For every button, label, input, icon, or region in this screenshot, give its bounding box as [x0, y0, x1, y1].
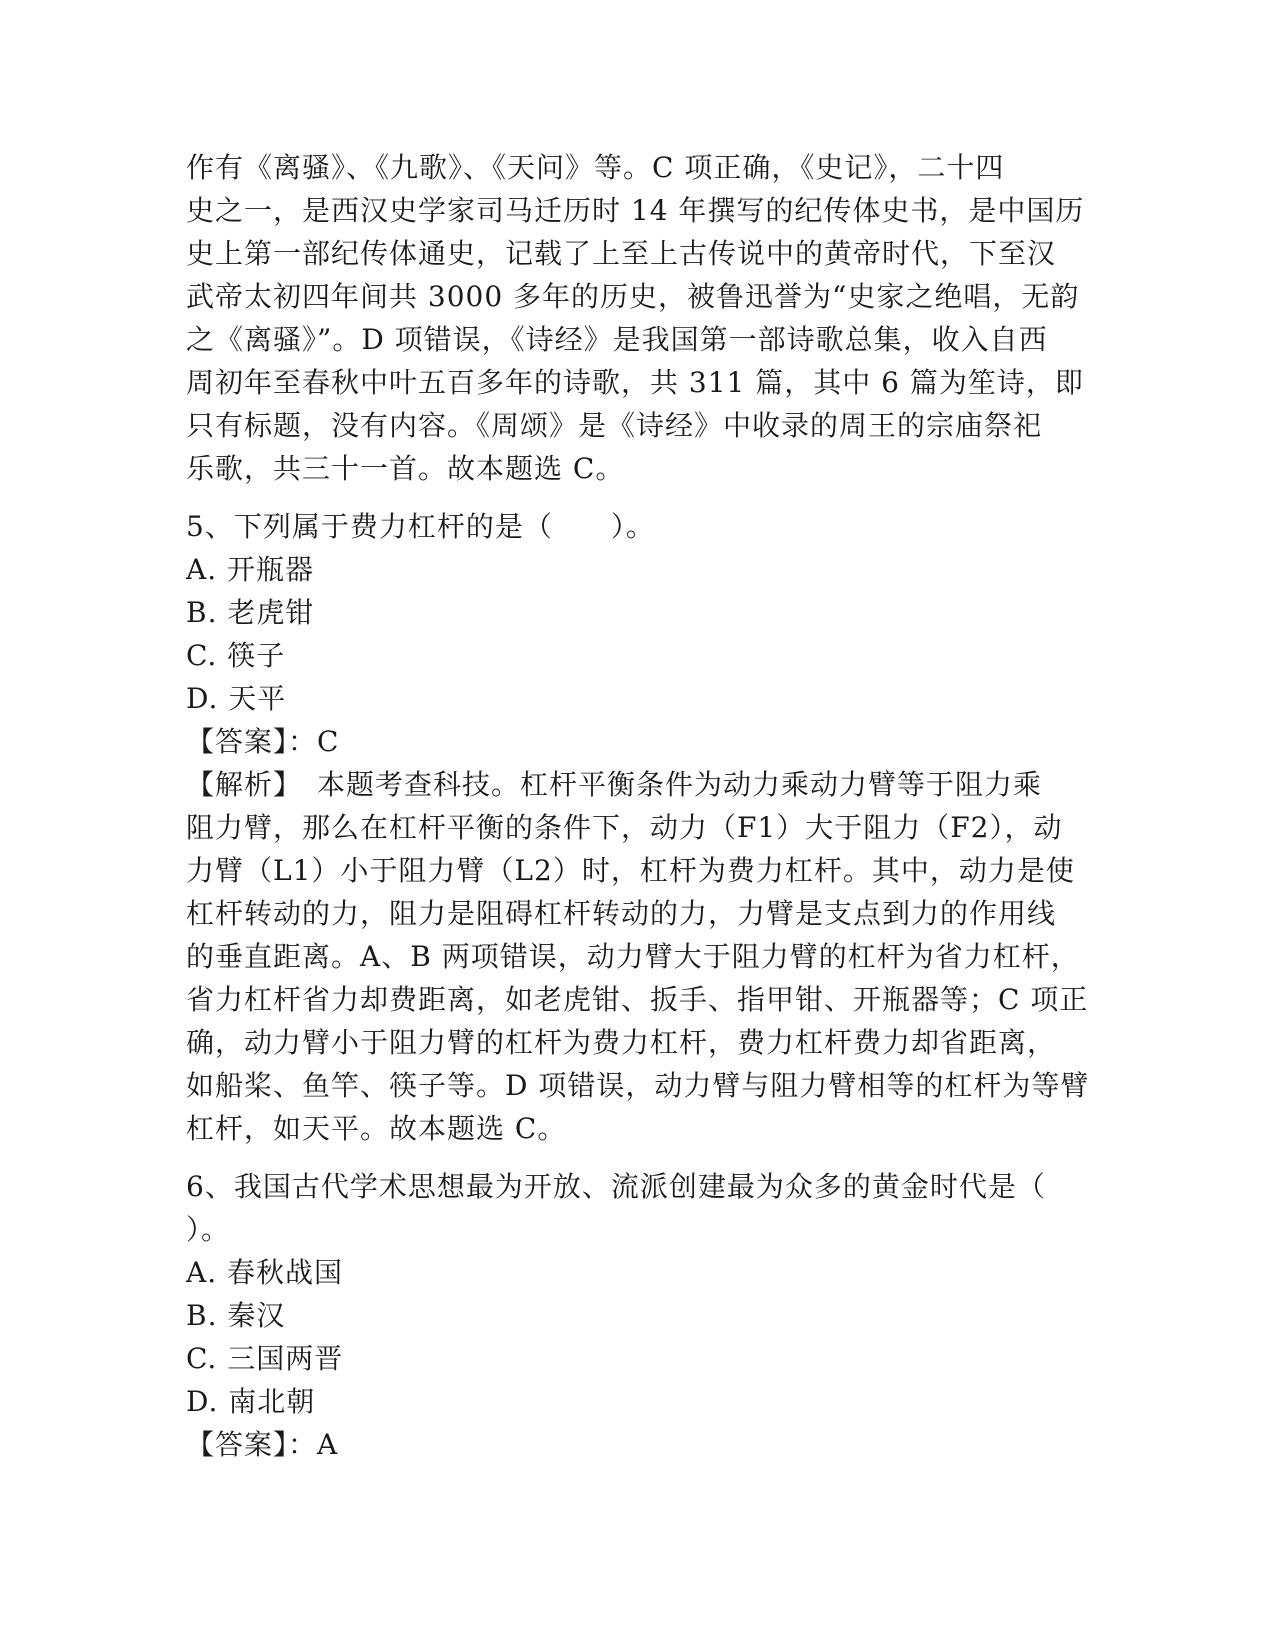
analysis-line: 杠杆，如天平。故本题选 C。: [186, 1112, 567, 1145]
option-c: C. 筷子: [186, 639, 286, 672]
option-c: C. 三国两晋: [186, 1342, 344, 1375]
option-a: A. 春秋战国: [186, 1256, 344, 1289]
text-line: 作有《离骚》、《九歌》、《天问》等。C 项正确，《史记》，二十四: [186, 151, 1005, 184]
paragraph-gap: [186, 1150, 1091, 1165]
document-page: [186, 146, 1091, 1466]
analysis-line: 如船桨、鱼竿、筷子等。D 项错误，动力臂与阻力臂相等的杠杆为等臂: [186, 1069, 1090, 1102]
analysis-line: 阻力臂，那么在杠杆平衡的条件下，动力（F1）大于阻力（F2），动: [186, 811, 1063, 844]
question-title: 5、下列属于费力杠杆的是（ ）。: [186, 510, 655, 543]
answer-line: 【答案】：C: [186, 725, 340, 758]
paragraph-gap: [186, 490, 1091, 505]
question-title-continued: ）。: [186, 1213, 231, 1246]
question-6: [186, 1165, 1091, 1466]
analysis-line: 确，动力臂小于阻力臂的杠杆为费力杠杆，费力杠杆费力却省距离，: [186, 1026, 1057, 1059]
text-line: 乐歌，共三十一首。故本题选 C。: [186, 452, 625, 485]
text-line: 之《离骚》”。D 项错误，《诗经》是我国第一部诗歌总集，收入自西: [186, 323, 1048, 356]
analysis-line: 省力杠杆省力却费距离，如老虎钳、扳手、指甲钳、开瓶器等；C 项正: [186, 983, 1089, 1016]
text-line: 只有标题，没有内容。《周颂》是《诗经》中收录的周王的宗庙祭祀: [186, 409, 1043, 442]
option-b: B. 老虎钳: [186, 596, 315, 629]
analysis-line: 【解析】 本题考查科技。杠杆平衡条件为动力乘动力臂等于阻力乘: [186, 768, 1043, 801]
analysis-line: 力臂（L1）小于阻力臂（L2）时，杠杆为费力杠杆。其中，动力是使: [186, 854, 1075, 887]
option-d: D. 天平: [186, 682, 287, 715]
option-a: A. 开瓶器: [186, 553, 315, 586]
question-title: 6、我国古代学术思想最为开放、流派创建最为众多的黄金时代是（: [186, 1170, 1046, 1203]
option-d: D. 南北朝: [186, 1385, 316, 1418]
answer-line: 【答案】：A: [186, 1428, 339, 1461]
text-line: 周初年至春秋中叶五百多年的诗歌，共 311 篇，其中 6 篇为笙诗，即: [186, 366, 1084, 399]
text-line: 史上第一部纪传体通史，记载了上至上古传说中的黄帝时代，下至汉: [186, 237, 1057, 270]
option-b: B. 秦汉: [186, 1299, 286, 1332]
analysis-line: 杠杆转动的力，阻力是阻碍杠杆转动的力，力臂是支点到力的作用线: [186, 897, 1057, 930]
text-line: 武帝太初四年间共 3000 多年的历史，被鲁迅誉为“史家之绝唱，无韵: [186, 280, 1080, 313]
analysis-line: 的垂直距离。A、B 两项错误，动力臂大于阻力臂的杠杆为省力杠杆，: [186, 940, 1080, 973]
question-5: [186, 505, 1091, 1150]
text-line: 史之一，是西汉史学家司马迁历时 14 年撰写的纪传体史书，是中国历: [186, 194, 1085, 227]
analysis: [186, 763, 1091, 1150]
previous-analysis-continuation: [186, 146, 1091, 490]
